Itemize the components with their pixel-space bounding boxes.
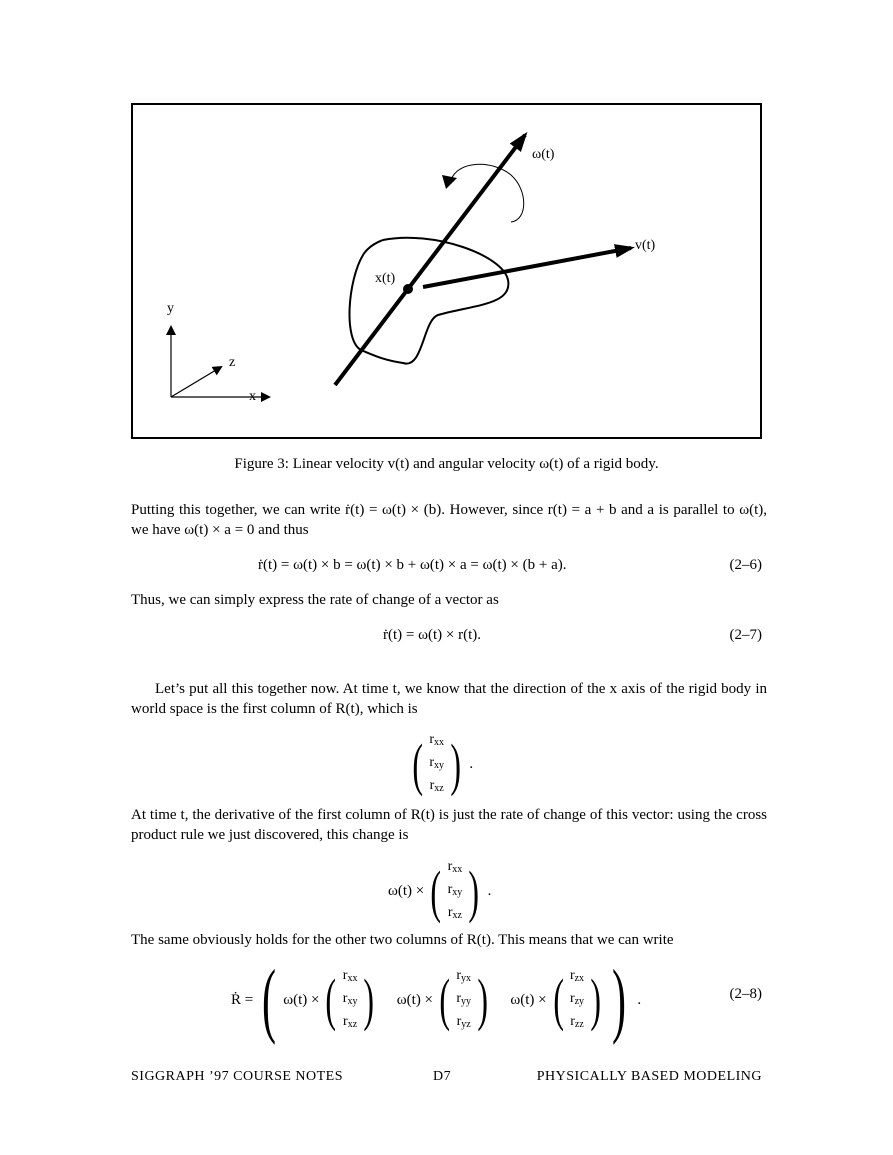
velocity-label: v(t)	[635, 238, 656, 253]
rigid-body-outline	[349, 238, 508, 364]
omega-times-label: ω(t) ×	[396, 991, 434, 1008]
matrix-entry: $r_{yy}$	[456, 990, 472, 1007]
axis-x-label: x	[249, 389, 256, 404]
matrix-entry: $r_{xy}$	[342, 990, 358, 1007]
equation-2-8-number: (2–8)	[729, 986, 762, 1002]
matrix-entry: $r_{xx}$	[342, 967, 358, 984]
axis-z-label: z	[229, 355, 236, 370]
matrix-entry: $r_{xx}$	[447, 859, 463, 875]
position-label: x(t)	[375, 271, 396, 286]
paragraph-5: The same obviously holds for the other two columns of R(t). This means that we can write	[131, 932, 674, 948]
matrix-entry: $r_{xz}$	[447, 905, 462, 921]
omega-times-label: ω(t) ×	[283, 991, 320, 1008]
footer-page-number: D7	[433, 1069, 452, 1084]
matrix-entry: $r_{zx}$	[569, 967, 585, 984]
rotation-curl-arrowhead	[442, 175, 457, 189]
matrix-entry: $r_{xy}$	[447, 882, 463, 898]
velocity-arrow	[423, 248, 631, 287]
axis-z-line	[171, 367, 221, 397]
omega-label: ω(t)	[532, 147, 555, 162]
omega-axis-line	[335, 135, 525, 385]
matrix-entry: $r_{xy}$	[429, 755, 444, 771]
paragraph-2: Thus, we can simply express the rate of change of a vector as	[131, 592, 499, 608]
equation-2-6: ṙ(t) = ω(t) × b = ω(t) × b + ω(t) × a = ω(t) × (b + a).	[258, 557, 567, 573]
matrix-entry: $r_{xz}$	[343, 1013, 358, 1030]
column-vector-1: ( $r_{xx}$ $r_{xy}$ $r_{xz}$ ) .	[408, 730, 473, 799]
center-point	[403, 284, 413, 294]
equation-2-6-number: (2–6)	[729, 557, 762, 573]
matrix-entry: $r_{xz}$	[429, 778, 444, 794]
equation-2-8: Ṙ = ( ω(t) × ( $r_{xx}$ $r_{xy}$ $r_{xz}$ ) ω(t) × ( $r_{yx}$ $r_{yy}$ $r_{yz}$ ) ω(t) × ( $r_{zx}$ $r_{zy}$ $r_{zz}$ ) ) .	[231, 953, 642, 1046]
matrix-entry: $r_{zy}$	[569, 990, 585, 1007]
paragraph-1: Putting this together, we can write ṙ(t) = ω(t) × (b). However, since r(t) = a + b and a is parallel to ω(t), we have ω(t) × a = 0 and thus	[131, 502, 767, 538]
footer-left: SIGGRAPH ’97 COURSE NOTES	[131, 1069, 344, 1084]
footer-right: PHYSICALLY BASED MODELING	[536, 1069, 762, 1084]
omega-times-label: ω(t) ×	[388, 883, 425, 899]
matrix-entry: $r_{zz}$	[570, 1013, 584, 1030]
omega-times-label: ω(t) ×	[510, 991, 547, 1008]
matrix-entry: $r_{yz}$	[456, 1013, 471, 1030]
paragraph-3: Let’s put all this together now. At time t, we know that the direction of the x axis of the rigid body in world space is the first column of R(t), which is	[131, 681, 767, 717]
axis-y-label: y	[167, 301, 174, 316]
rigid-body-diagram	[133, 105, 764, 441]
equation-2-7-number: (2–7)	[729, 627, 762, 643]
omega-cross-column: ω(t) × ( $r_{xx}$ $r_{xy}$ $r_{xz}$ ) .	[388, 857, 491, 926]
matrix-entry: $r_{yx}$	[456, 967, 472, 984]
rotation-curl	[451, 164, 524, 222]
figure-3	[131, 103, 762, 439]
figure-caption: Figure 3: Linear velocity v(t) and angular velocity ω(t) of a rigid body.	[234, 456, 659, 472]
matrix-entry: $r_{xx}$	[429, 732, 444, 748]
equation-2-7: ṙ(t) = ω(t) × r(t).	[383, 627, 482, 643]
paragraph-4: At time t, the derivative of the first column of R(t) is just the rate of change of this vector: using the cross product rule we just discovered, this change is	[131, 807, 767, 843]
rdot-label: Ṙ =	[231, 991, 254, 1008]
